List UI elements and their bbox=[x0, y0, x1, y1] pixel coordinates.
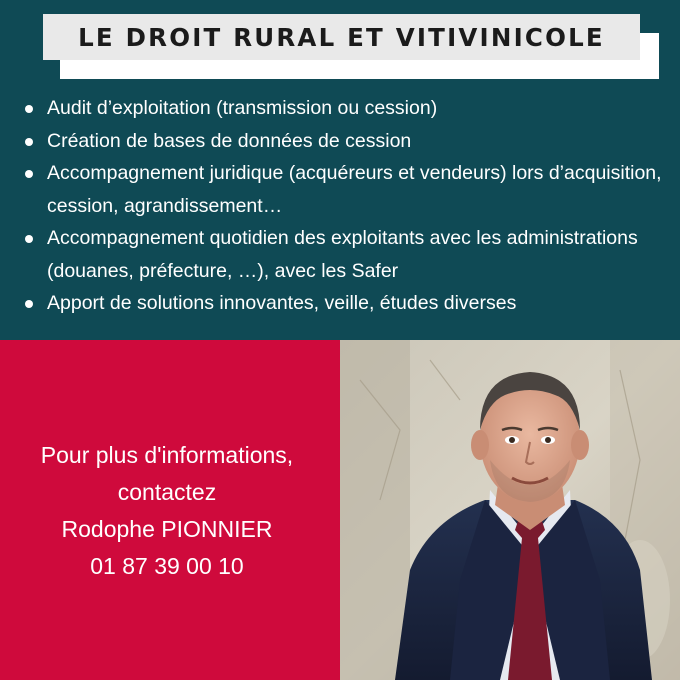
service-item: Création de bases de données de cession bbox=[24, 125, 664, 158]
contact-intro: Pour plus d'informations, bbox=[40, 442, 294, 468]
contact-name: Rodophe PIONNIER bbox=[61, 516, 273, 542]
contact-phone[interactable]: 01 87 39 00 10 bbox=[90, 553, 244, 579]
page-title: LE DROIT RURAL ET VITIVINICOLE bbox=[78, 22, 605, 52]
services-list bbox=[24, 92, 664, 320]
service-item: Accompagnement quotidien des exploitants avec les administrations (douanes, préfecture, …), avec les Safer bbox=[24, 222, 664, 287]
portrait-photo bbox=[340, 340, 680, 680]
contact-cta: contactez bbox=[117, 479, 217, 505]
service-item: Apport de solutions innovantes, veille, études diverses bbox=[24, 287, 664, 320]
portrait-illustration bbox=[340, 340, 680, 680]
service-item: Accompagnement juridique (acquéreurs et vendeurs) lors d’acquisition, cession, agrandissement… bbox=[24, 157, 664, 222]
contact-block bbox=[0, 437, 334, 585]
service-item: Audit d’exploitation (transmission ou cession) bbox=[24, 92, 664, 125]
title-box bbox=[43, 14, 640, 60]
